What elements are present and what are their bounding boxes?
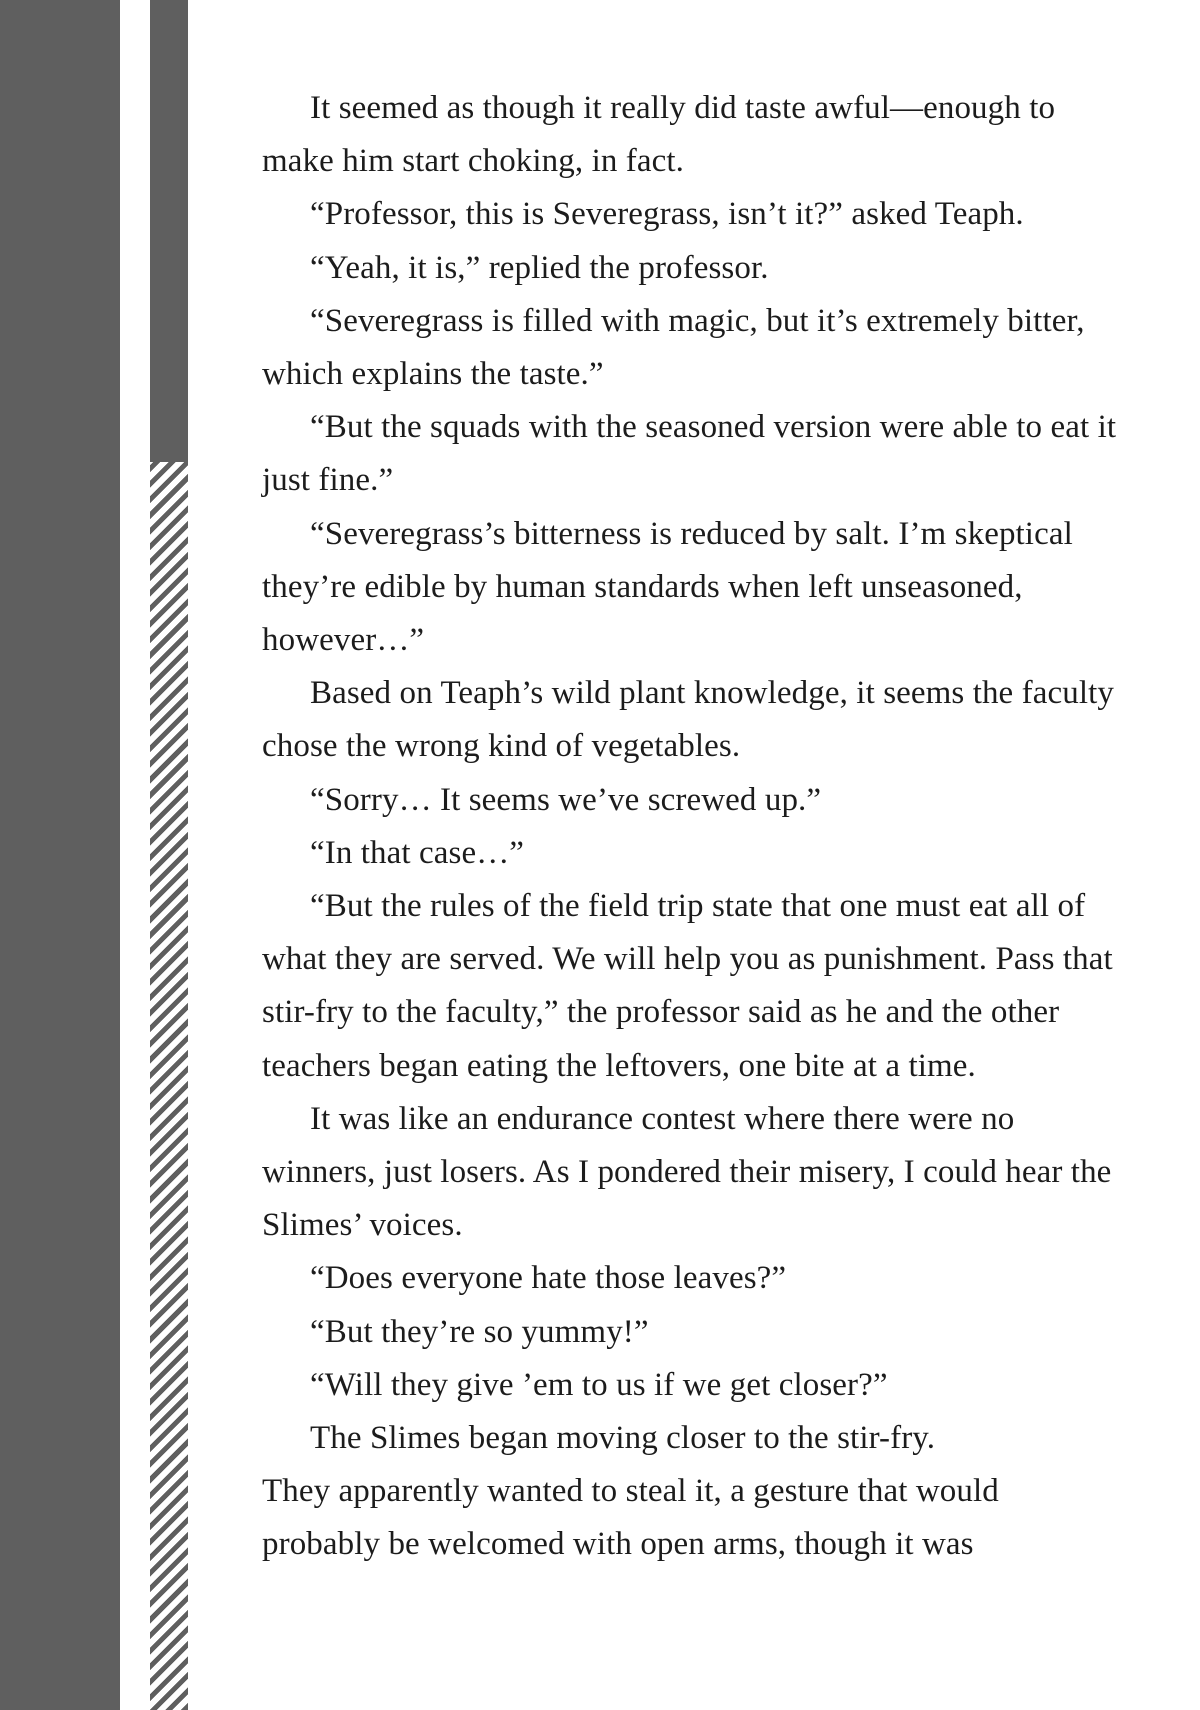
paragraph: “But the squads with the seasoned version were able to eat it just fine.”: [262, 409, 1117, 499]
page-body-text: [262, 82, 1122, 1572]
paragraph: It was like an endurance contest where there were no winners, just losers. As I pondered their misery, I could hear the Slimes’ voices.: [262, 1100, 1112, 1244]
paragraph: “Severegrass is filled with magic, but it’s extremely bitter, which explains the taste.”: [262, 302, 1085, 393]
paragraph: “Severegrass’s bitterness is reduced by salt. I’m skeptical they’re edible by human standards when left unseasoned, however…”: [262, 515, 1073, 659]
paragraph: “But they’re so yummy!”: [310, 1313, 649, 1350]
paragraph: “Sorry… It seems we’ve screwed up.”: [310, 781, 822, 818]
paragraph: They apparently wanted to steal it, a gesture that would probably be welcomed with open arms, though it was: [262, 1473, 999, 1563]
paragraph: “Yeah, it is,” replied the professor.: [310, 249, 769, 286]
paragraph: It seemed as though it really did taste awful—enough to make him start choking, in fact.: [262, 90, 1056, 180]
paragraph: Based on Teaph’s wild plant knowledge, it seems the faculty chose the wrong kind of vegetables.: [262, 675, 1114, 765]
striped-margin-pattern: [150, 462, 188, 1710]
paragraph: “Will they give ’em to us if we get closer?”: [310, 1366, 888, 1403]
inner-margin-bar: [150, 0, 188, 462]
margin-gap: [120, 0, 150, 1710]
paragraph: “In that case…”: [310, 834, 525, 871]
paragraph: “Does everyone hate those leaves?”: [310, 1260, 787, 1297]
paragraph: The Slimes began moving closer to the stir-fry.: [310, 1420, 936, 1457]
paragraph: “Professor, this is Severegrass, isn’t it?” asked Teaph.: [310, 196, 1024, 233]
left-margin-band: [0, 0, 120, 1710]
paragraph: “But the rules of the field trip state that one must eat all of what they are served. We will help you as punishment. Pass that stir-fry to the faculty,” the professor said as he and the other teachers began eating the leftovers, one bite at a time.: [262, 888, 1113, 1084]
